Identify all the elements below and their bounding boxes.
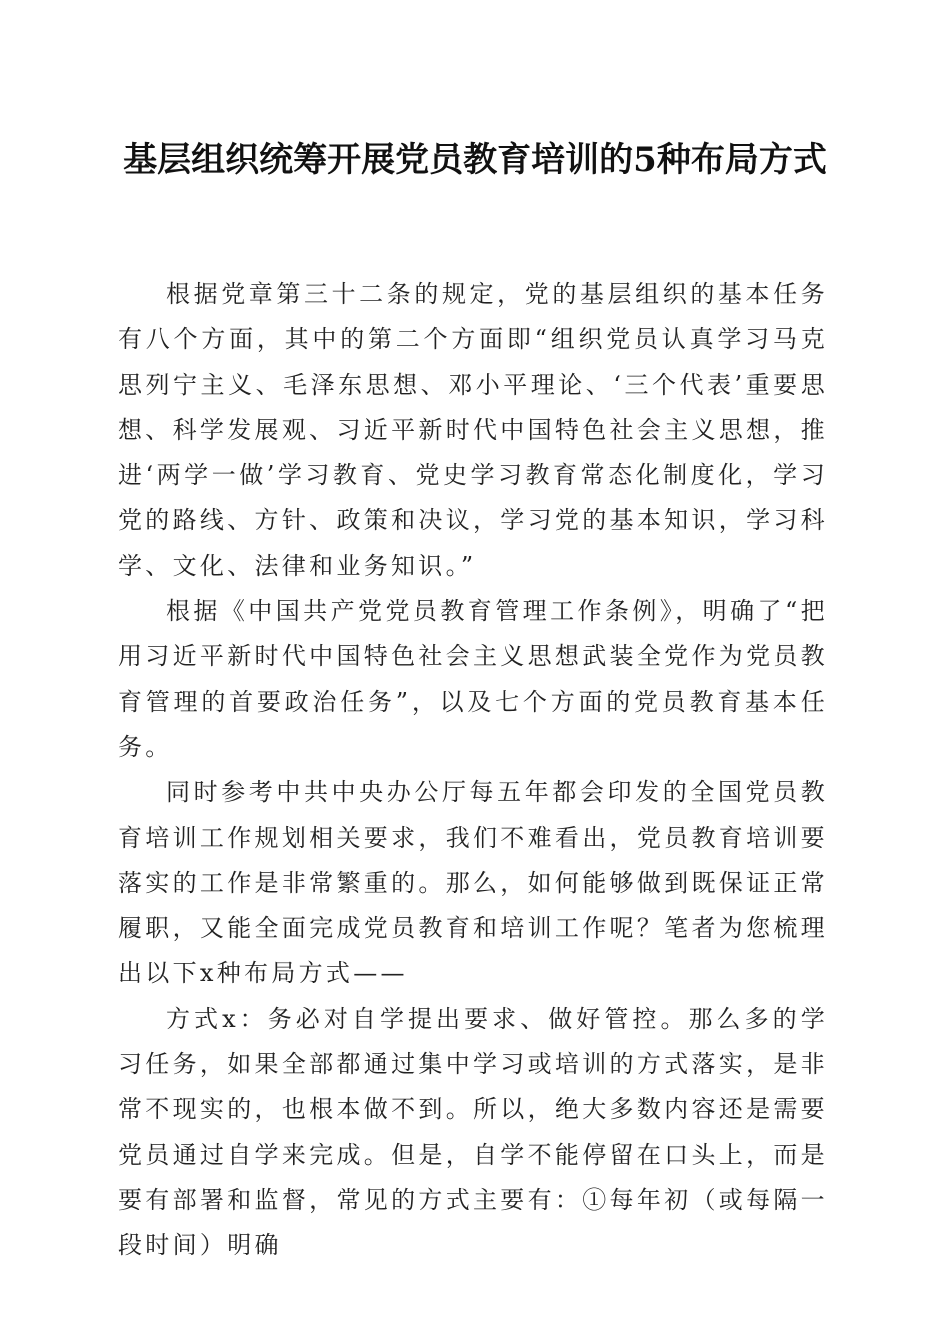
paragraph-3: 同时参考中共中央办公厅每五年都会印发的全国党员教育培训工作规划相关要求，我们不难看出，党员教育培训要落实的工作是非常繁重的。那么，如何能够做到既保证正常履职，又能全面完成党员教育和培训工作呢？笔者为您梳理出以下x种布局方式—— — [118, 778, 828, 988]
document-title: 基层组织统筹开展党员教育培训的5种布局方式 — [123, 140, 827, 180]
paragraph-1: 根据党章第三十二条的规定，党的基层组织的基本任务有八个方面，其中的第二个方面即“组织党员认真学习马克思列宁主义、毛泽东思想、邓小平理论、‘三个代表’重要思想、科学发展观、习近平新时代中国特色社会主义思想，推进‘两学一做’学习教育、党史学习教育常态化制度化，学习党的路线、方针、政策和决议，学习党的基本知识，学习科学、文化、法律和业务知识。” — [118, 280, 828, 580]
document-body — [118, 272, 828, 1269]
paragraph-2: 根据《中国共产党党员教育管理工作条例》，明确了“把用习近平新时代中国特色社会主义思想武装全党作为党员教育管理的首要政治任务”，以及七个方面的党员教育基本任务。 — [118, 597, 828, 761]
paragraph-4: 方式x：务必对自学提出要求、做好管控。那么多的学习任务，如果全部都通过集中学习或培训的方式落实，是非常不现实的，也根本做不到。所以，绝大多数内容还是需要党员通过自学来完成。但是，自学不能停留在口头上，而是要有部署和监督，常见的方式主要有：①每年初（或每隔一段时间）明确 — [118, 1004, 828, 1260]
